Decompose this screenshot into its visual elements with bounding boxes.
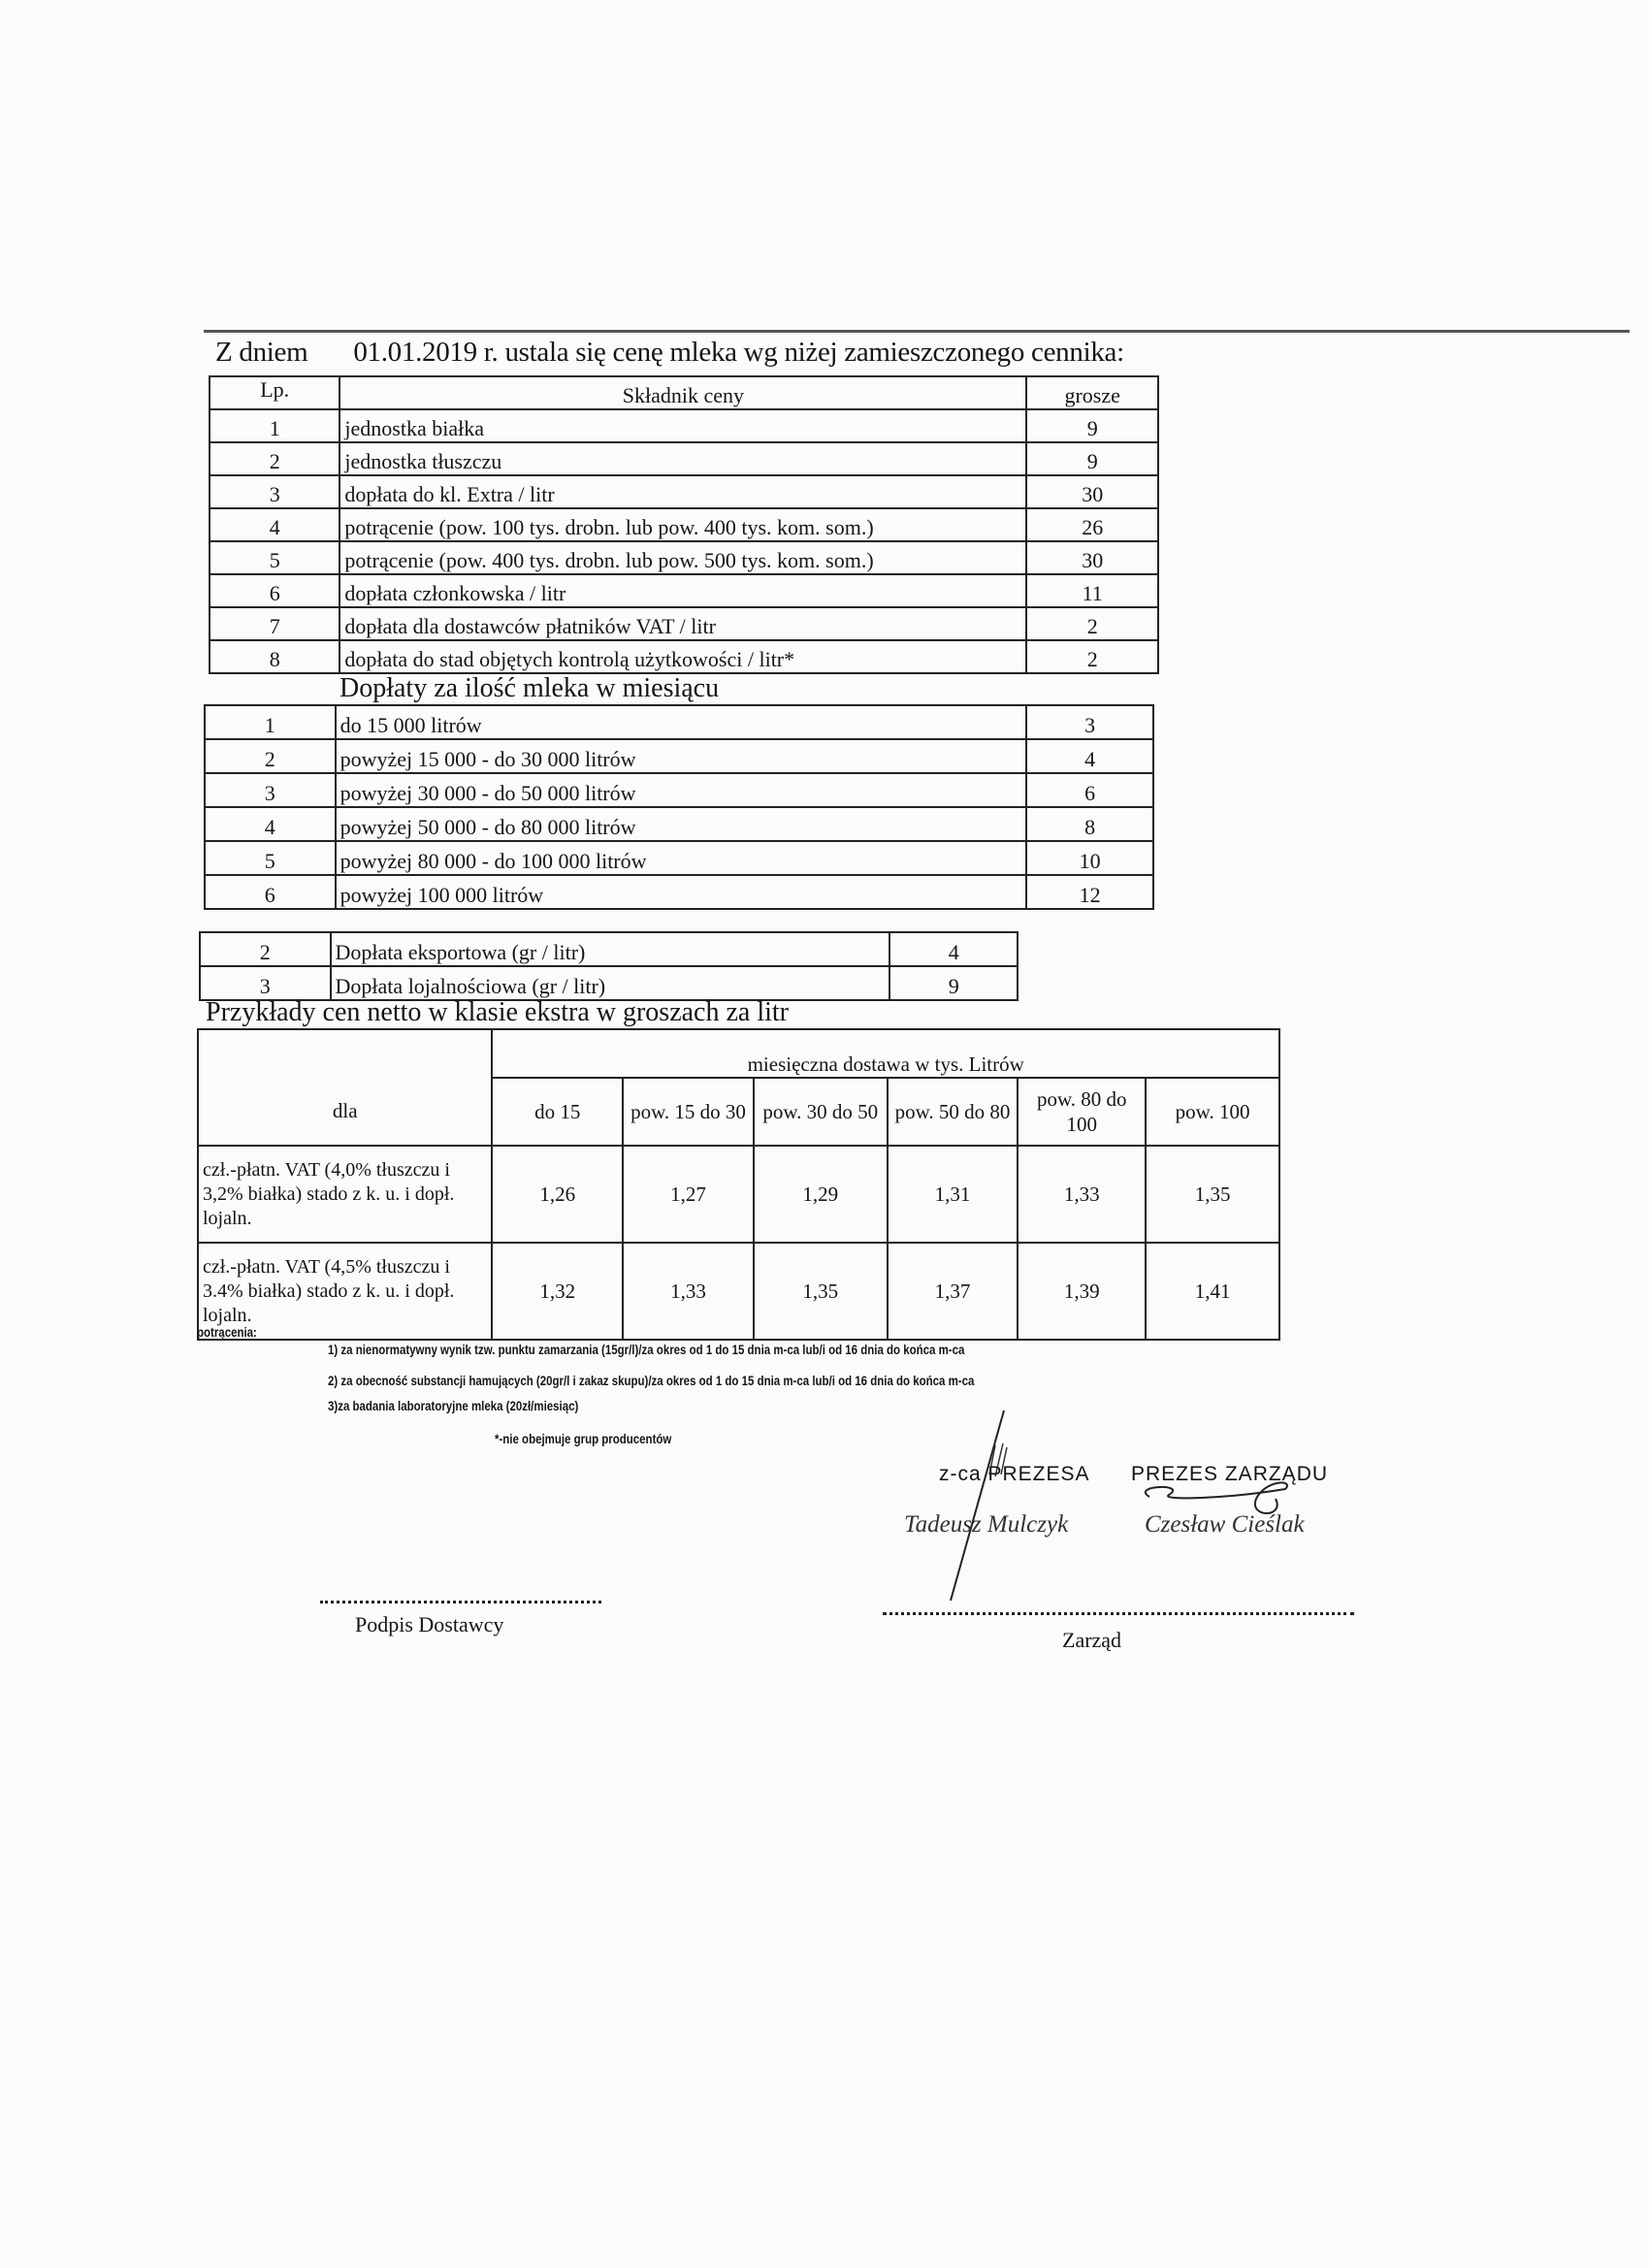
price-cell: 1,32 bbox=[492, 1243, 623, 1340]
examples-price-table bbox=[197, 1028, 1280, 1341]
price-cell: 1,27 bbox=[623, 1146, 754, 1243]
row-label: czł.-płatn. VAT (4,5% tłuszczu i 3.4% białka) stado z k. u. i dopł. lojaln. bbox=[198, 1243, 492, 1340]
table-header-row bbox=[198, 1029, 1279, 1078]
row-value: 9 bbox=[1026, 442, 1158, 475]
table-row bbox=[210, 442, 1158, 475]
top-rule bbox=[204, 330, 1630, 333]
table-row bbox=[210, 640, 1158, 673]
table-row bbox=[210, 541, 1158, 574]
row-value: 9 bbox=[1026, 409, 1158, 442]
price-cell: 1,33 bbox=[1018, 1146, 1146, 1243]
heading-date: 01.01.2019 bbox=[353, 337, 477, 368]
volume-bonus-table bbox=[204, 704, 1154, 910]
row-number: 5 bbox=[210, 541, 340, 574]
row-value: 10 bbox=[1026, 841, 1153, 875]
table-row bbox=[198, 1243, 1279, 1340]
column-header: pow. 50 do 80 bbox=[888, 1078, 1018, 1146]
document-heading bbox=[215, 337, 1124, 369]
president-title: PREZES ZARZĄDU bbox=[1131, 1463, 1329, 1485]
row-value: 4 bbox=[889, 932, 1018, 966]
row-value: 30 bbox=[1026, 475, 1158, 508]
row-number: 1 bbox=[210, 409, 340, 442]
table-row bbox=[200, 966, 1018, 1000]
table-row bbox=[205, 705, 1153, 739]
price-cell: 1,41 bbox=[1146, 1243, 1279, 1340]
row-number: 6 bbox=[210, 574, 340, 607]
supplier-signature-line bbox=[320, 1601, 601, 1604]
table-row bbox=[205, 841, 1153, 875]
price-components-table bbox=[209, 375, 1159, 674]
row-label: powyżej 15 000 - do 30 000 litrów bbox=[336, 739, 1027, 773]
footnote-3: 3)za badania laboratoryjne mleka (20zł/miesiąc) bbox=[328, 1399, 579, 1413]
price-cell: 1,37 bbox=[888, 1243, 1018, 1340]
row-number: 4 bbox=[210, 508, 340, 541]
table-row bbox=[210, 475, 1158, 508]
table-row bbox=[210, 508, 1158, 541]
row-label: powyżej 50 000 - do 80 000 litrów bbox=[336, 807, 1027, 841]
row-value: 6 bbox=[1026, 773, 1153, 807]
table-row bbox=[205, 875, 1153, 909]
row-value: 3 bbox=[1026, 705, 1153, 739]
row-label: do 15 000 litrów bbox=[336, 705, 1027, 739]
row-label: potrącenie (pow. 100 tys. drobn. lub pow. 400 tys. kom. som.) bbox=[340, 508, 1026, 541]
column-header: do 15 bbox=[492, 1078, 623, 1146]
row-label: Dopłata eksportowa (gr / litr) bbox=[331, 932, 890, 966]
table-row bbox=[205, 773, 1153, 807]
row-number: 4 bbox=[205, 807, 336, 841]
price-cell: 1,31 bbox=[888, 1146, 1018, 1243]
row-number: 3 bbox=[200, 966, 331, 1000]
header-component: Składnik ceny bbox=[340, 376, 1026, 409]
table-row bbox=[210, 409, 1158, 442]
price-cell: 1,39 bbox=[1018, 1243, 1146, 1340]
row-value: 2 bbox=[1026, 640, 1158, 673]
row-number: 2 bbox=[210, 442, 340, 475]
row-number: 6 bbox=[205, 875, 336, 909]
row-label: powyżej 100 000 litrów bbox=[336, 875, 1027, 909]
header-unit: grosze bbox=[1026, 376, 1158, 409]
table-row bbox=[210, 607, 1158, 640]
price-cell: 1,26 bbox=[492, 1146, 623, 1243]
header-monthly-delivery: miesięczna dostawa w tys. Litrów bbox=[492, 1029, 1279, 1078]
row-number: 7 bbox=[210, 607, 340, 640]
footnote-2: 2) za obecność substancji hamujących (20gr/l i zakaz skupu)/za okres od 1 do 15 dnia m-ca lub/i od 16 dnia do końca m-ca bbox=[328, 1374, 975, 1388]
row-value: 4 bbox=[1026, 739, 1153, 773]
price-cell: 1,35 bbox=[754, 1243, 888, 1340]
row-number: 3 bbox=[210, 475, 340, 508]
row-value: 11 bbox=[1026, 574, 1158, 607]
row-number: 3 bbox=[205, 773, 336, 807]
price-cell: 1,33 bbox=[623, 1243, 754, 1340]
table-row bbox=[210, 574, 1158, 607]
extra-bonus-table bbox=[199, 931, 1018, 1001]
row-label: powyżej 80 000 - do 100 000 litrów bbox=[336, 841, 1027, 875]
header-for: dla bbox=[198, 1029, 492, 1146]
row-value: 8 bbox=[1026, 807, 1153, 841]
row-number: 1 bbox=[205, 705, 336, 739]
table-row bbox=[200, 932, 1018, 966]
row-label: dopłata do stad objętych kontrolą użytkowości / litr* bbox=[340, 640, 1026, 673]
board-signature-line bbox=[883, 1612, 1354, 1615]
row-value: 30 bbox=[1026, 541, 1158, 574]
row-number: 5 bbox=[205, 841, 336, 875]
table-row bbox=[205, 739, 1153, 773]
examples-title: Przykłady cen netto w klasie ekstra w groszach za litr bbox=[206, 997, 790, 1027]
row-label: czł.-płatn. VAT (4,0% tłuszczu i 3,2% białka) stado z k. u. i dopł. lojaln. bbox=[198, 1146, 492, 1243]
column-header: pow. 30 do 50 bbox=[754, 1078, 888, 1146]
column-header: pow. 80 do 100 bbox=[1018, 1078, 1146, 1146]
row-value: 26 bbox=[1026, 508, 1158, 541]
column-header: pow. 100 bbox=[1146, 1078, 1279, 1146]
president-name: Czesław Cieślak bbox=[1145, 1511, 1305, 1538]
row-label: powyżej 30 000 - do 50 000 litrów bbox=[336, 773, 1027, 807]
price-cell: 1,29 bbox=[754, 1146, 888, 1243]
price-cell: 1,35 bbox=[1146, 1146, 1279, 1243]
row-number: 8 bbox=[210, 640, 340, 673]
heading-prefix: Z dniem bbox=[215, 337, 308, 368]
signature-scribbles bbox=[931, 1407, 1339, 1610]
board-signature-caption: Zarząd bbox=[1062, 1628, 1122, 1652]
row-label: Dopłata lojalnościowa (gr / litr) bbox=[331, 966, 890, 1000]
table-row bbox=[198, 1146, 1279, 1243]
deputy-president-name: Tadeusz Mulczyk bbox=[904, 1511, 1069, 1538]
supplier-signature-caption: Podpis Dostawcy bbox=[355, 1612, 504, 1636]
column-header: pow. 15 do 30 bbox=[623, 1078, 754, 1146]
row-label: dopłata dla dostawców płatników VAT / litr bbox=[340, 607, 1026, 640]
footnotes-label: potrącenia: bbox=[197, 1325, 257, 1340]
footnote-asterisk: *-nie obejmuje grup producentów bbox=[495, 1432, 672, 1446]
row-label: dopłata członkowska / litr bbox=[340, 574, 1026, 607]
table-row bbox=[205, 807, 1153, 841]
heading-text: r. ustala się cenę mleka wg niżej zamieszczonego cennika: bbox=[483, 337, 1124, 368]
row-value: 2 bbox=[1026, 607, 1158, 640]
row-value: 9 bbox=[889, 966, 1018, 1000]
row-number: 2 bbox=[205, 739, 336, 773]
header-lp: Lp. bbox=[210, 376, 340, 409]
row-value: 12 bbox=[1026, 875, 1153, 909]
row-label: jednostka tłuszczu bbox=[340, 442, 1026, 475]
table-header-row bbox=[210, 376, 1158, 409]
volume-table-title: Dopłaty za ilość mleka w miesiącu bbox=[340, 673, 720, 703]
deputy-president-title: z-ca PREZESA bbox=[939, 1463, 1090, 1485]
row-number: 2 bbox=[200, 932, 331, 966]
footnote-1: 1) za nienormatywny wynik tzw. punktu zamarzania (15gr/l)/za okres od 1 do 15 dnia m-ca lub/i od 16 dnia do końca m-ca bbox=[328, 1343, 965, 1357]
row-label: jednostka białka bbox=[340, 409, 1026, 442]
row-label: dopłata do kl. Extra / litr bbox=[340, 475, 1026, 508]
row-label: potrącenie (pow. 400 tys. drobn. lub pow. 500 tys. kom. som.) bbox=[340, 541, 1026, 574]
